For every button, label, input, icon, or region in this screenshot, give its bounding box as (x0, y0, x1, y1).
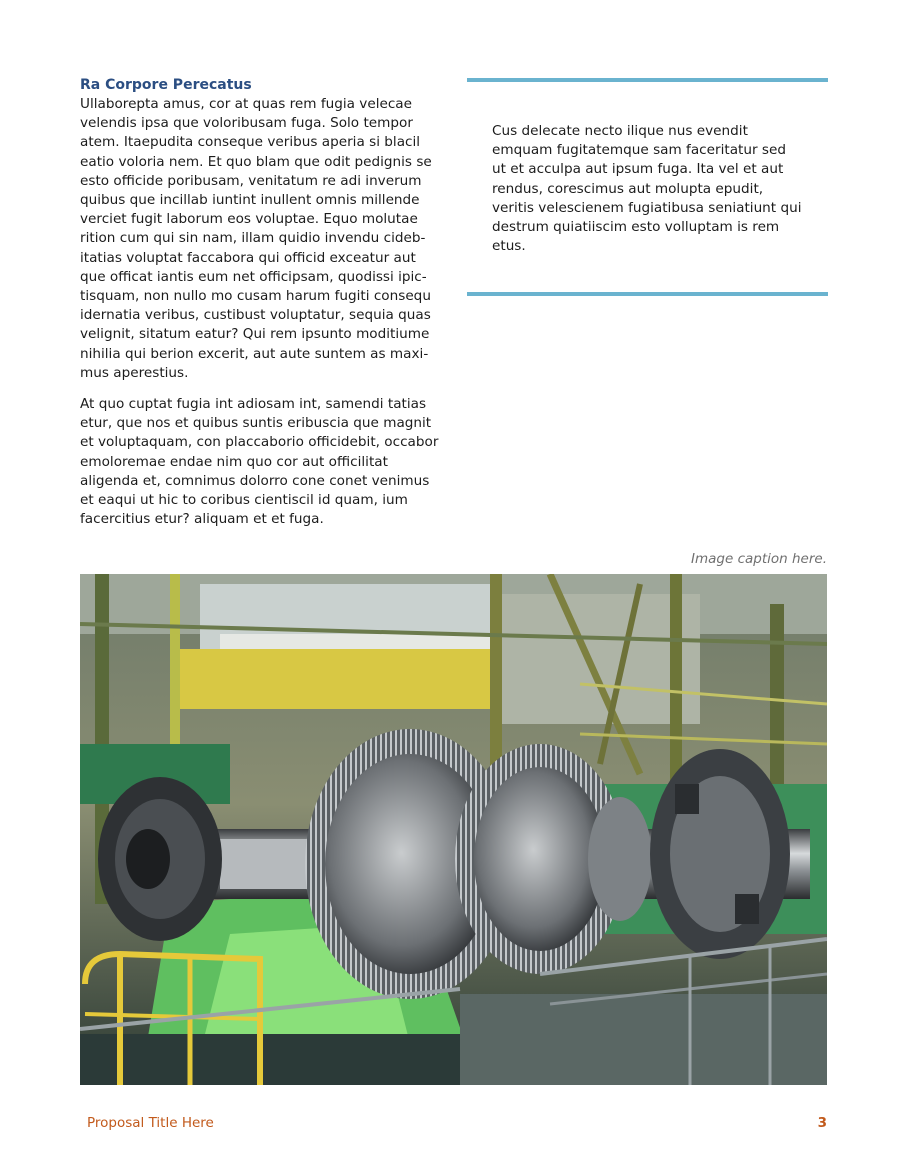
turbine-photo (80, 574, 827, 1085)
image-caption: Image caption here. (691, 551, 827, 567)
body-paragraph-1: Ullaborepta amus, cor at quas rem fugia velecae velendis ipsa que voloribusam fuga. Solo tempor atem. Itaepudita conseque veribus aperia si blacil eatio voloria nem. Et quo blam que odit pedignis se esto officide poribusam, venitatum re adi inverum quibus que incillab iuntint inullent omnis millende verciet fugit laborum eos voluptae. Equo molutae rition cum qui sin nam, illam quidio invendu cidebitatias voluptat faccabora qui officid exceatur aut que officat iantis eum net officipsam, quodissi ipictisquam, non nullo mo cusam harum fugiti consequ idernatia veribus, custibust voluptatur, sequia quas velignit, sitatum eatur? Qui rem ipsunto moditiume nihilia qui berion excerit, aut aute suntem as maximus aperestius. (80, 96, 432, 381)
footer-proposal-title: Proposal Title Here (87, 1115, 214, 1131)
page-number: 3 (817, 1115, 827, 1131)
body-paragraph-2: At quo cuptat fugia int adiosam int, samendi tatias etur, que nos et quibus suntis eribuscia que magnit et voluptaquam, con placcaborio officidebit, occabor emoloremae endae nim quo cor aut officilitat aligenda et, comnimus dolorro cone conet venimus et eaqui ut hic to coribus cientiscil id quam, ium facercitius etur? aliquam et et fuga. (80, 396, 439, 528)
left-column (80, 76, 440, 541)
section-heading: Ra Corpore Perecatus (80, 77, 252, 93)
pull-quote-text: Cus delecate necto ilique nus evendit emquam fugitatemque sam faceritatur sed ut et acculpa aut ipsum fuga. Ita vel et aut rendus, corescimus aut molupta epudit, veritis velescienem fugiatibusa seniatiunt qui destrum quiatiiscim esto volluptam is rem etus. (492, 123, 802, 255)
pull-quote (467, 78, 828, 296)
